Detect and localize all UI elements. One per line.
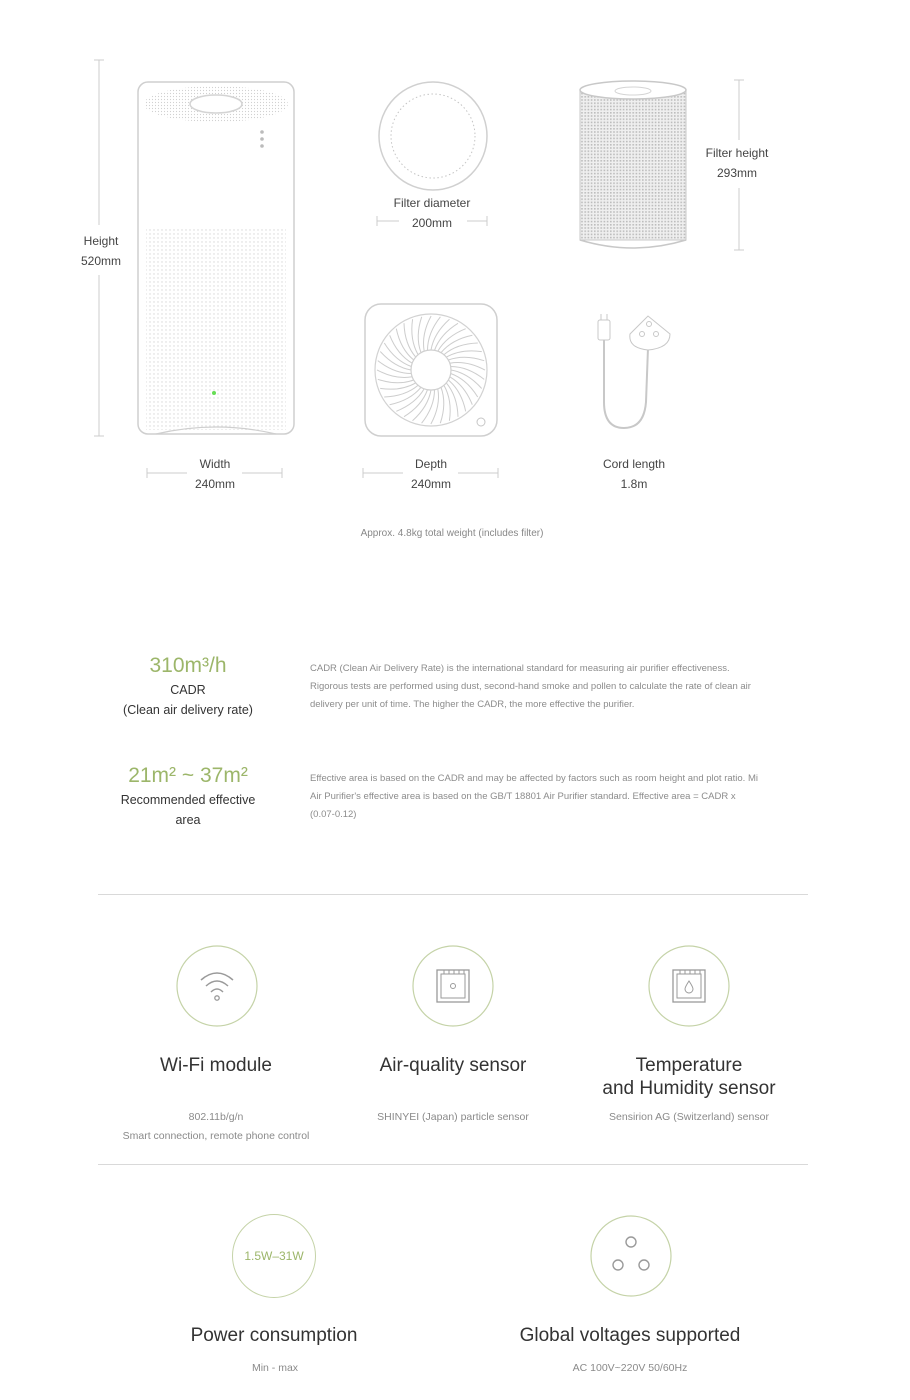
area-block: [98, 762, 278, 830]
voltage-sub: AC 100V~220V 50/60Hz: [572, 1362, 688, 1374]
area-description: Effective area is based on the CADR and may be affected by factors such as room height and plot ratio. Mi Air Purifier's effective area is based on the GB/T 18801 Air Purifier standard. Effective area = CADR x (0.07-0.12): [310, 773, 758, 820]
power-cord-illustration: [590, 312, 680, 436]
section-divider-1: [98, 894, 808, 895]
cord-length-label: Cord length 1.8m: [602, 457, 666, 491]
air-quality-title: Air-quality sensor: [379, 1055, 527, 1076]
filter-height-label: Filter height 293mm: [705, 146, 769, 180]
cadr-block: [98, 652, 278, 720]
area-value: 21m² ~ 37m²: [128, 764, 248, 787]
wifi-icon: [175, 944, 259, 1028]
temp-humidity-sub: Sensirion AG (Switzerland) sensor: [609, 1111, 769, 1123]
temp-humidity-title: Temperature and Humidity sensor: [602, 1055, 776, 1099]
section-divider-2: [98, 1164, 808, 1165]
depth-label: Depth 240mm: [410, 457, 451, 491]
filter-diameter-label: Filter diameter 200mm: [393, 196, 471, 230]
filter-top-view-illustration: [377, 80, 489, 192]
height-label: Height 520mm: [80, 234, 121, 268]
weight-note: Approx. 4.8kg total weight (includes filter): [360, 528, 544, 539]
sensor-chip-icon: [411, 944, 495, 1028]
cadr-description: CADR (Clean Air Delivery Rate) is the international standard for measuring air purifier effectiveness. Rigorous tests are performed using dust, second-hand smoke and pollen to calculate the rate of clean air delivery per unit of time. The higher the CADR, the more effective the purifier.: [310, 663, 751, 710]
air-quality-sub: SHINYEI (Japan) particle sensor: [377, 1111, 529, 1123]
plug-socket-icon: [589, 1214, 673, 1298]
width-label: Width 240mm: [194, 457, 235, 491]
area-label-2: area: [175, 813, 201, 827]
voltage-title: Global voltages supported: [519, 1325, 741, 1346]
power-title: Power consumption: [190, 1325, 358, 1346]
power-icon-text: 1.5W–31W: [244, 1249, 304, 1263]
cadr-value: 310m³/h: [149, 654, 227, 677]
power-icon: [232, 1214, 316, 1298]
humidity-sensor-icon: [647, 944, 731, 1028]
cadr-label-full: (Clean air delivery rate): [123, 703, 253, 717]
filter-cylinder-illustration: [578, 80, 690, 252]
area-label: Recommended effective: [120, 793, 256, 807]
fan-bottom-view-illustration: [363, 302, 499, 438]
cadr-label: CADR: [170, 683, 206, 697]
wifi-title: Wi-Fi module: [160, 1055, 272, 1076]
power-sub: Min - max: [251, 1362, 299, 1374]
wifi-sub: 802.11b/g/n Smart connection, remote phone control: [122, 1111, 310, 1142]
air-purifier-illustration: [136, 80, 296, 440]
